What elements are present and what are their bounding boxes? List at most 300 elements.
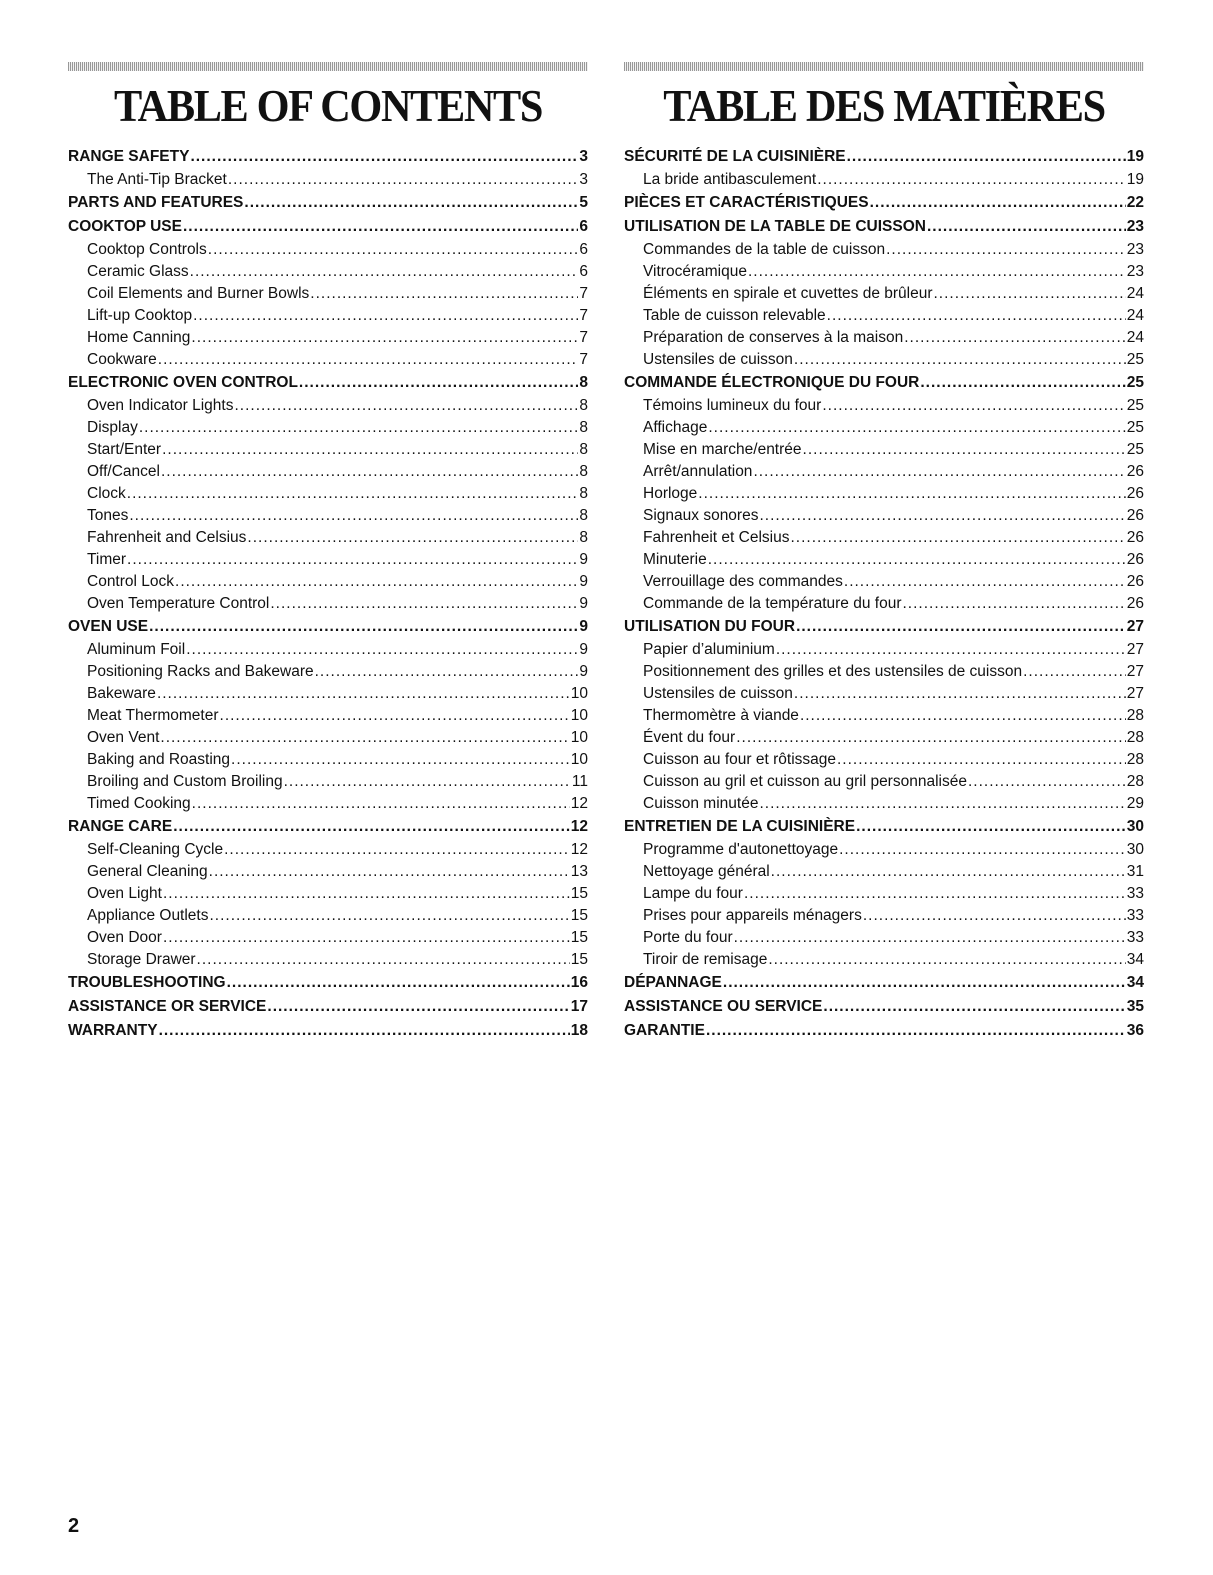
toc-entry-page-number: 28: [1126, 707, 1144, 724]
toc-title-english: TABLE OF CONTENTS: [113, 80, 543, 131]
toc-entry-label: Verrouillage des commandes: [643, 573, 843, 590]
toc-entry-page-number: 3: [579, 171, 588, 188]
toc-entry-page-number: 9: [579, 595, 588, 612]
dot-leader: [190, 261, 579, 283]
dot-leader: [129, 505, 578, 527]
page-number: 2: [68, 1515, 80, 1537]
toc-entry-label: Prises pour appareils ménagers: [643, 907, 862, 924]
toc-entry-label: Nettoyage général: [643, 863, 770, 880]
toc-subsection-entry: [68, 593, 588, 615]
toc-entry-label: GARANTIE: [624, 1022, 705, 1039]
toc-subsection-entry: [68, 793, 588, 815]
toc-entry-label: Off/Cancel: [87, 463, 160, 480]
toc-entry-page-number: 36: [1126, 1022, 1144, 1039]
toc-subsection-entry: [68, 883, 588, 905]
dot-leader: [299, 371, 578, 395]
toc-entry-label: Broiling and Custom Broiling: [87, 773, 283, 790]
header-rule: [624, 62, 1144, 71]
toc-subsection-entry: [624, 417, 1144, 439]
toc-entry-label: Lift-up Cooktop: [87, 307, 193, 324]
toc-entry-label: Ceramic Glass: [87, 263, 189, 280]
toc-section-entry: [68, 371, 588, 395]
dot-leader: [163, 927, 570, 949]
dot-leader: [927, 215, 1126, 239]
dot-leader: [220, 705, 570, 727]
toc-subsection-entry: [624, 239, 1144, 261]
toc-section-entry: [68, 815, 588, 839]
toc-entry-label: Control Lock: [87, 573, 175, 590]
toc-entry-label: ELECTRONIC OVEN CONTROL: [68, 374, 298, 391]
toc-section-entry: [68, 615, 588, 639]
toc-entry-label: Tones: [87, 507, 129, 524]
toc-entry-page-number: 7: [579, 329, 588, 346]
toc-subsection-entry: [624, 905, 1144, 927]
toc-entry-label: UTILISATION DE LA TABLE DE CUISSON: [624, 218, 926, 235]
toc-entry-page-number: 7: [579, 285, 588, 302]
dot-leader: [149, 615, 578, 639]
dot-leader: [197, 949, 570, 971]
dot-leader: [837, 749, 1126, 771]
dot-leader: [270, 593, 578, 615]
toc-entry-page-number: 8: [579, 485, 588, 502]
toc-subsection-entry: [624, 283, 1144, 305]
toc-entry-page-number: 26: [1126, 573, 1144, 590]
dot-leader: [803, 439, 1126, 461]
toc-entry-label: Lampe du four: [643, 885, 743, 902]
toc-entry-label: Porte du four: [643, 929, 733, 946]
toc-section-entry: [68, 1019, 588, 1043]
toc-entry-page-number: 27: [1126, 663, 1144, 680]
toc-section-entry: [624, 995, 1144, 1019]
toc-entry-page-number: 5: [579, 194, 588, 211]
toc-subsection-entry: [624, 571, 1144, 593]
toc-entry-label: Positionnement des grilles et des ustensiles de cuisson: [643, 663, 1023, 680]
toc-section-entry: [624, 191, 1144, 215]
dot-leader: [817, 169, 1126, 191]
dot-leader: [190, 145, 578, 169]
toc-entry-page-number: 12: [570, 818, 588, 835]
toc-entry-page-number: 24: [1126, 285, 1144, 302]
toc-subsection-entry: [68, 749, 588, 771]
toc-entry-page-number: 15: [570, 951, 588, 968]
toc-entry-label: Affichage: [643, 419, 708, 436]
toc-entry-page-number: 12: [570, 795, 588, 812]
toc-entry-label: OVEN USE: [68, 618, 149, 635]
toc-entry-page-number: 34: [1126, 951, 1144, 968]
toc-entry-page-number: 3: [579, 148, 588, 165]
toc-entry-label: Oven Door: [87, 929, 162, 946]
dot-leader: [934, 283, 1126, 305]
toc-entry-label: Self-Cleaning Cycle: [87, 841, 224, 858]
dot-leader: [284, 771, 571, 793]
toc-entry-page-number: 18: [570, 1022, 588, 1039]
dot-leader: [315, 661, 579, 683]
toc-entry-page-number: 25: [1126, 374, 1144, 391]
toc-entry-label: ENTRETIEN DE LA CUISINIÈRE: [624, 818, 856, 835]
toc-entry-label: La bride antibasculement: [643, 171, 817, 188]
toc-entry-label: Arrêt/annulation: [643, 463, 753, 480]
toc-entry-label: TROUBLESHOOTING: [68, 974, 226, 991]
dot-leader: [231, 749, 570, 771]
toc-entry-label: Storage Drawer: [87, 951, 196, 968]
toc-entry-page-number: 9: [579, 641, 588, 658]
toc-subsection-entry: [624, 261, 1144, 283]
toc-section-entry: [624, 815, 1144, 839]
dot-leader: [847, 145, 1126, 169]
dot-leader: [224, 839, 570, 861]
toc-entry-label: Start/Enter: [87, 441, 162, 458]
toc-subsection-entry: [68, 927, 588, 949]
toc-subsection-entry: [68, 239, 588, 261]
dot-leader: [708, 417, 1125, 439]
toc-section-entry: [68, 971, 588, 995]
dot-leader: [209, 861, 570, 883]
toc-entry-page-number: 26: [1126, 507, 1144, 524]
toc-entry-page-number: 33: [1126, 929, 1144, 946]
toc-entry-page-number: 35: [1126, 998, 1144, 1015]
toc-subsection-entry: [68, 417, 588, 439]
toc-subsection-entry: [624, 793, 1144, 815]
dot-leader: [310, 283, 578, 305]
dot-leader: [157, 683, 570, 705]
toc-subsection-entry: [624, 305, 1144, 327]
toc-entry-page-number: 9: [579, 663, 588, 680]
toc-subsection-entry: [68, 639, 588, 661]
dot-leader: [748, 261, 1126, 283]
toc-section-entry: [624, 971, 1144, 995]
toc-subsection-entry: [624, 349, 1144, 371]
toc-entry-label: Positioning Racks and Bakeware: [87, 663, 314, 680]
toc-section-entry: [624, 215, 1144, 239]
toc-entry-page-number: 27: [1126, 641, 1144, 658]
toc-entry-page-number: 28: [1126, 751, 1144, 768]
toc-entry-label: ASSISTANCE OU SERVICE: [624, 998, 823, 1015]
dot-leader: [127, 483, 579, 505]
toc-subsection-entry: [68, 839, 588, 861]
dot-leader: [771, 861, 1126, 883]
toc-entry-page-number: 19: [1126, 148, 1144, 165]
toc-entry-page-number: 8: [579, 441, 588, 458]
toc-entry-label: The Anti-Tip Bracket: [87, 171, 227, 188]
toc-entry-page-number: 26: [1126, 463, 1144, 480]
toc-entry-page-number: 9: [579, 618, 588, 635]
toc-entry-page-number: 8: [579, 463, 588, 480]
toc-entry-page-number: 29: [1126, 795, 1144, 812]
toc-subsection-entry: [68, 549, 588, 571]
toc-entry-label: Oven Light: [87, 885, 162, 902]
toc-entry-page-number: 15: [570, 929, 588, 946]
dot-leader: [183, 215, 578, 239]
toc-entry-label: ASSISTANCE OR SERVICE: [68, 998, 267, 1015]
toc-entry-label: Évent du four: [643, 729, 736, 746]
toc-entry-page-number: 30: [1126, 818, 1144, 835]
dot-leader: [734, 927, 1126, 949]
toc-entry-page-number: 6: [579, 263, 588, 280]
toc-entry-label: Tiroir de remisage: [643, 951, 768, 968]
dot-leader: [753, 461, 1125, 483]
dot-leader: [162, 439, 578, 461]
dot-leader: [886, 239, 1126, 261]
toc-subsection-entry: [68, 571, 588, 593]
dot-leader: [759, 793, 1125, 815]
dot-leader: [968, 771, 1126, 793]
toc-subsection-entry: [68, 395, 588, 417]
toc-entry-label: Clock: [87, 485, 126, 502]
toc-entry-page-number: 6: [579, 218, 588, 235]
toc-subsection-entry: [624, 661, 1144, 683]
toc-entry-page-number: 10: [570, 707, 588, 724]
toc-entry-label: Témoins lumineux du four: [643, 397, 822, 414]
dot-leader: [736, 727, 1126, 749]
dot-leader: [823, 995, 1125, 1019]
toc-entry-page-number: 8: [579, 529, 588, 546]
dot-leader: [920, 371, 1125, 395]
toc-entry-page-number: 8: [579, 507, 588, 524]
toc-entry-page-number: 8: [579, 419, 588, 436]
toc-subsection-entry: [624, 949, 1144, 971]
toc-subsection-entry: [624, 593, 1144, 615]
dot-leader: [794, 683, 1126, 705]
toc-entry-page-number: 26: [1126, 551, 1144, 568]
toc-entry-page-number: 26: [1126, 595, 1144, 612]
toc-subsection-entry: [624, 395, 1144, 417]
toc-section-entry: [624, 371, 1144, 395]
toc-entry-page-number: 24: [1126, 307, 1144, 324]
toc-subsection-entry: [624, 927, 1144, 949]
dot-leader: [870, 191, 1126, 215]
dot-leader: [193, 305, 578, 327]
toc-subsection-entry: [68, 949, 588, 971]
toc-list-french: [624, 145, 1144, 1043]
toc-entry-page-number: 9: [579, 573, 588, 590]
toc-entry-page-number: 8: [579, 397, 588, 414]
toc-entry-page-number: 33: [1126, 907, 1144, 924]
dot-leader: [208, 239, 579, 261]
toc-entry-label: Cuisson minutée: [643, 795, 759, 812]
dot-leader: [244, 191, 578, 215]
toc-entry-page-number: 7: [579, 307, 588, 324]
header-rule: [68, 62, 588, 71]
dot-leader: [158, 349, 579, 371]
toc-entry-label: DÉPANNAGE: [624, 974, 722, 991]
dot-leader: [844, 571, 1126, 593]
toc-entry-label: Signaux sonores: [643, 507, 759, 524]
toc-french-column: [624, 62, 1144, 1043]
toc-subsection-entry: [68, 905, 588, 927]
dot-leader: [790, 527, 1125, 549]
toc-subsection-entry: [68, 349, 588, 371]
toc-entry-page-number: 28: [1126, 729, 1144, 746]
toc-subsection-entry: [624, 771, 1144, 793]
toc-entry-label: Display: [87, 419, 138, 436]
dot-leader: [267, 995, 569, 1019]
toc-subsection-entry: [624, 505, 1144, 527]
toc-entry-label: RANGE SAFETY: [68, 148, 190, 165]
dot-leader: [160, 727, 569, 749]
toc-subsection-entry: [624, 639, 1144, 661]
toc-subsection-entry: [68, 305, 588, 327]
toc-subsection-entry: [624, 169, 1144, 191]
toc-subsection-entry: [624, 549, 1144, 571]
toc-entry-label: Ustensiles de cuisson: [643, 351, 793, 368]
toc-entry-page-number: 25: [1126, 397, 1144, 414]
toc-subsection-entry: [68, 261, 588, 283]
dot-leader: [175, 571, 578, 593]
toc-entry-page-number: 17: [570, 998, 588, 1015]
toc-entry-page-number: 23: [1126, 241, 1144, 258]
toc-entry-label: Programme d'autonettoyage: [643, 841, 839, 858]
toc-entry-label: Fahrenheit et Celsius: [643, 529, 790, 546]
toc-entry-page-number: 10: [570, 751, 588, 768]
dot-leader: [186, 639, 578, 661]
toc-entry-page-number: 26: [1126, 485, 1144, 502]
dot-leader: [173, 815, 570, 839]
toc-subsection-entry: [624, 861, 1144, 883]
toc-subsection-entry: [68, 727, 588, 749]
toc-entry-page-number: 23: [1126, 263, 1144, 280]
toc-entry-page-number: 8: [579, 374, 588, 391]
toc-entry-page-number: 19: [1126, 171, 1144, 188]
toc-entry-page-number: 25: [1126, 441, 1144, 458]
toc-entry-page-number: 10: [570, 685, 588, 702]
toc-entry-label: General Cleaning: [87, 863, 208, 880]
dot-leader: [904, 327, 1126, 349]
toc-entry-label: WARRANTY: [68, 1022, 158, 1039]
toc-subsection-entry: [624, 483, 1144, 505]
toc-section-entry: [68, 191, 588, 215]
toc-subsection-entry: [624, 839, 1144, 861]
toc-entry-label: Vitrocéramique: [643, 263, 747, 280]
toc-entry-label: Meat Thermometer: [87, 707, 219, 724]
toc-section-entry: [68, 215, 588, 239]
toc-entry-page-number: 11: [571, 773, 588, 790]
toc-entry-label: Commandes de la table de cuisson: [643, 241, 886, 258]
dot-leader: [1023, 661, 1126, 683]
toc-entry-label: Table de cuisson relevable: [643, 307, 826, 324]
toc-entry-label: Timed Cooking: [87, 795, 191, 812]
toc-entry-page-number: 22: [1126, 194, 1144, 211]
toc-entry-label: Mise en marche/entrée: [643, 441, 802, 458]
toc-subsection-entry: [624, 439, 1144, 461]
toc-subsection-entry: [624, 683, 1144, 705]
toc-section-entry: [68, 995, 588, 1019]
toc-entry-label: Cooktop Controls: [87, 241, 207, 258]
toc-subsection-entry: [68, 439, 588, 461]
toc-entry-page-number: 27: [1126, 685, 1144, 702]
toc-entry-page-number: 26: [1126, 529, 1144, 546]
toc-entry-label: Thermomètre à viande: [643, 707, 799, 724]
toc-entry-label: Appliance Outlets: [87, 907, 209, 924]
dot-leader: [822, 395, 1125, 417]
dot-leader: [839, 839, 1126, 861]
toc-subsection-entry: [624, 727, 1144, 749]
toc-entry-page-number: 31: [1126, 863, 1144, 880]
dot-leader: [723, 971, 1126, 995]
toc-entry-label: UTILISATION DU FOUR: [624, 618, 796, 635]
toc-entry-page-number: 25: [1126, 351, 1144, 368]
toc-entry-page-number: 33: [1126, 885, 1144, 902]
toc-entry-label: Éléments en spirale et cuvettes de brûleur: [643, 285, 933, 302]
toc-entry-page-number: 12: [570, 841, 588, 858]
toc-entry-label: SÉCURITÉ DE LA CUISINIÈRE: [624, 148, 846, 165]
dot-leader: [776, 639, 1126, 661]
toc-entry-label: Cuisson au four et rôtissage: [643, 751, 836, 768]
toc-entry-label: Oven Vent: [87, 729, 160, 746]
dot-leader: [863, 905, 1126, 927]
toc-subsection-entry: [68, 327, 588, 349]
dot-leader: [210, 905, 570, 927]
dot-leader: [800, 705, 1126, 727]
toc-entry-page-number: 28: [1126, 773, 1144, 790]
toc-entry-label: Ustensiles de cuisson: [643, 685, 793, 702]
toc-subsection-entry: [68, 705, 588, 727]
toc-section-entry: [68, 145, 588, 169]
dot-leader: [856, 815, 1126, 839]
toc-section-entry: [624, 615, 1144, 639]
toc-entry-label: Baking and Roasting: [87, 751, 231, 768]
toc-entry-label: COOKTOP USE: [68, 218, 182, 235]
toc-subsection-entry: [68, 483, 588, 505]
toc-entry-page-number: 10: [570, 729, 588, 746]
toc-entry-page-number: 13: [570, 863, 588, 880]
dot-leader: [192, 793, 570, 815]
toc-subsection-entry: [68, 169, 588, 191]
toc-entry-label: Oven Temperature Control: [87, 595, 270, 612]
dot-leader: [768, 949, 1125, 971]
toc-entry-label: Timer: [87, 551, 127, 568]
toc-entry-page-number: 9: [579, 551, 588, 568]
toc-list-english: [68, 145, 588, 1043]
toc-entry-label: PARTS AND FEATURES: [68, 194, 244, 211]
toc-entry-page-number: 30: [1126, 841, 1144, 858]
toc-subsection-entry: [68, 661, 588, 683]
dot-leader: [234, 395, 578, 417]
toc-entry-label: Bakeware: [87, 685, 156, 702]
toc-subsection-entry: [624, 749, 1144, 771]
toc-entry-page-number: 7: [579, 351, 588, 368]
dot-leader: [191, 327, 578, 349]
toc-entry-page-number: 24: [1126, 329, 1144, 346]
toc-subsection-entry: [68, 771, 588, 793]
toc-entry-label: Home Canning: [87, 329, 191, 346]
toc-section-entry: [624, 1019, 1144, 1043]
dot-leader: [163, 883, 570, 905]
toc-english-column: [68, 62, 588, 1043]
dot-leader: [902, 593, 1125, 615]
dot-leader: [228, 169, 579, 191]
toc-subsection-entry: [68, 527, 588, 549]
toc-subsection-entry: [624, 705, 1144, 727]
toc-entry-label: Aluminum Foil: [87, 641, 186, 658]
dot-leader: [794, 349, 1126, 371]
dot-leader: [796, 615, 1126, 639]
dot-leader: [827, 305, 1126, 327]
toc-entry-page-number: 23: [1126, 218, 1144, 235]
toc-entry-label: Horloge: [643, 485, 698, 502]
toc-subsection-entry: [624, 883, 1144, 905]
dot-leader: [247, 527, 578, 549]
toc-entry-label: Cuisson au gril et cuisson au gril personnalisée: [643, 773, 967, 790]
dot-leader: [127, 549, 578, 571]
toc-subsection-entry: [624, 461, 1144, 483]
toc-entry-label: Commande de la température du four: [643, 595, 902, 612]
dot-leader: [706, 1019, 1126, 1043]
toc-entry-label: Minuterie: [643, 551, 707, 568]
toc-entry-page-number: 6: [579, 241, 588, 258]
toc-subsection-entry: [68, 505, 588, 527]
dot-leader: [708, 549, 1126, 571]
toc-subsection-entry: [68, 283, 588, 305]
